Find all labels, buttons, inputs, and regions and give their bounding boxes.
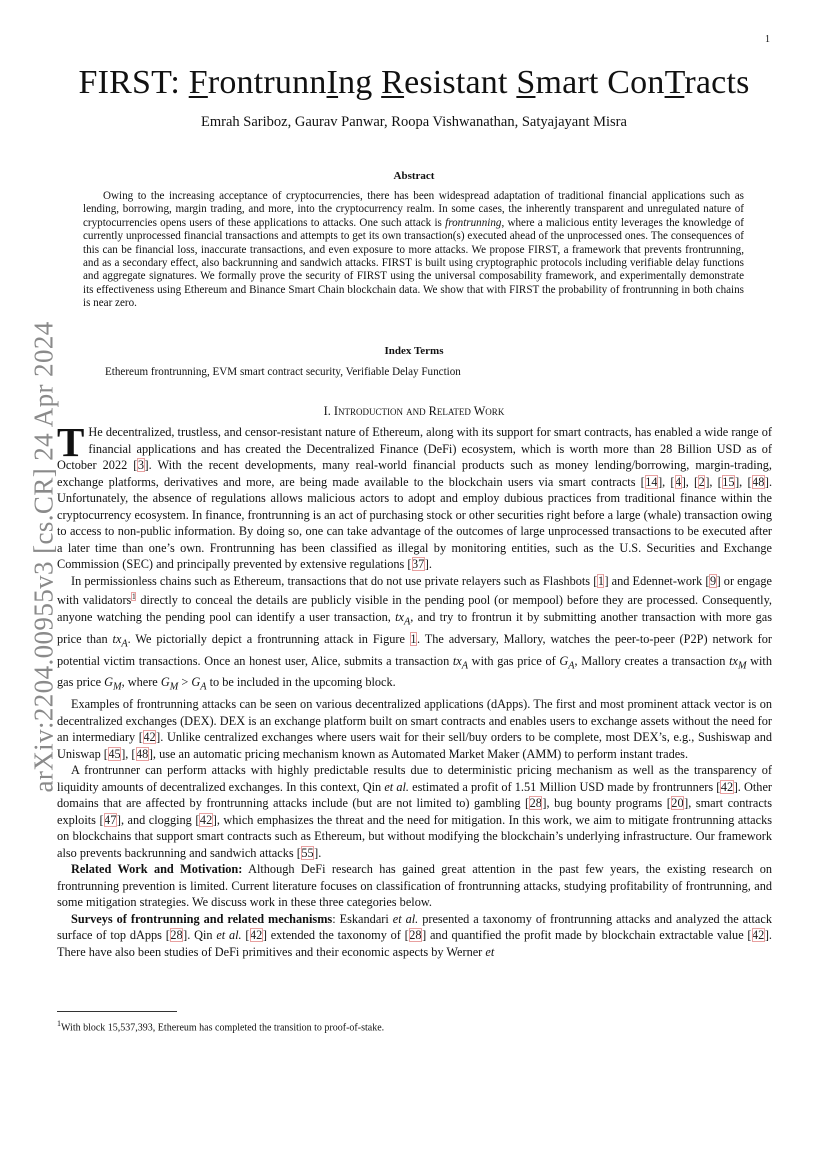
author-list: Emrah Sariboz, Gaurav Panwar, Roopa Vishwanathan, Satyajayant Misra xyxy=(201,114,627,130)
arxiv-identifier[interactable]: arXiv:2204.00955v3 [cs.CR] 24 Apr 2024 xyxy=(28,321,59,793)
paragraph: In permissionless chains such as Ethereum, transactions that do not use private relayers such as Flashbots [1] and Edennet-work [9] or engage with validators$^1$ directly to conceal the details are publicly visible in the pending pool (or mempool) before they are processed. Consequently, anyone watching the pending pool can identify a user transaction, $tx_A$, and try to frontrun it by submitting another transaction with more gas price than $tx_A$. We pictorially depict a frontrunning attack in Figure 1. The adversary, Mallory, watches the peer-to-peer (P2P) network for potential victim transactions. Once an honest user, Alice, submits a transaction $tx_A$ with gas price of $G_A$, Mallory creates a transaction $tx_M$ with gas price $G_M$, where $G_M > G_A$ to be included in the upcoming block. xyxy=(57,573,773,693)
citation-link[interactable]: 45 xyxy=(108,746,121,761)
citation-link[interactable]: 42 xyxy=(250,928,263,943)
citation-link[interactable]: 48 xyxy=(136,746,149,761)
abstract-text: Owing to the increasing acceptance of cryptocurrencies, there has been widespread adaptation of traditional financial applications such as lending, borrowing, margin trading, and more, into the cryptocurrency realm. In some cases, the inherently transparent and unregulated nature of cryptocurrencies opens users of these applications to attacks. One such attack is frontrunning, where a malicious entity leverages the knowledge of currently unprocessed financial transactions and attempts to get its own transaction(s) executed ahead of the unprocessed ones. The consequences of this can be financial loss, inaccurate transactions, and even exposure to more attacks. We propose FIRST, a framework that prevents frontrunning, and as a secondary effect, also backrunning and sandwich attacks. FIRST is built using cryptographic protocols including verifiable delay functions and aggregate signatures. We formally prove the security of FIRST using the universal composability framework, and experimentally demonstrate its effectiveness using Ethereum and Binance Smart Chain blockchain data. We show that with FIRST the probability of frontrunning in both chains is near zero. xyxy=(83,190,744,310)
citation-link[interactable]: 42 xyxy=(143,730,156,745)
citation-link[interactable]: 28 xyxy=(409,928,422,943)
abstract-heading: Abstract xyxy=(393,170,435,182)
citation-link[interactable]: 47 xyxy=(104,812,117,827)
paragraph: Related Work and Motivation: Although DeFi research has gained great attention in the past few years, the existing research on frontrunning prevention is limited. Current literature focuses on classification of frontrunning attacks, studying profitability of frontrunning, and some mitigation strategies. We discuss work in these three categories below. xyxy=(57,862,772,910)
citation-link[interactable]: 9 xyxy=(709,573,717,588)
citation-link[interactable]: 55 xyxy=(301,845,314,860)
paragraph: T He decentralized, trustless, and censor-resistant nature of Ethereum, along with its support for smart contracts, has enabled a wide range of financial applications and has created the Decentralized Finance (DeFi) ecosystem, which is worth more than 28 Billion USD as of October 2022 [3]. With the recent developments, many real-world financial products such as money lending/borrowing, margin-trading, exchange platforms, derivatives and more, are being made available to the blockchain users via smart contracts [14], [4], [2], [15], [48]. Unfortunately, the absence of regulations allows malicious actors to adopt and employ dubious practices from traditional finance within the cryptocurrency ecosystem. In finance, frontrunning is an act of purchasing stock or other securities right before a large (whale) transaction owing to access to non-public information. By doing so, one can take advantage of the outcomes of large unprocessed transactions to be executed after a later time than one’s own. Frontrunning has been classified as illegal by monitoring entities, such as the U.S. Securities and Exchange Commission (SEC) and principally prevented by extensive regulations [37]. xyxy=(57,419,773,571)
citation-link[interactable]: 2 xyxy=(698,474,705,489)
citation-link[interactable]: 14 xyxy=(645,474,658,489)
page-number: 1 xyxy=(765,34,770,45)
citation-link[interactable]: 42 xyxy=(720,779,734,794)
footnote-link[interactable]: 1 xyxy=(131,592,136,601)
footnote: $^1$With block 15,537,393, Ethereum has completed the transition to proof-of-stake. xyxy=(57,1019,385,1034)
citation-link[interactable]: 28 xyxy=(529,796,542,811)
citation-link[interactable]: 28 xyxy=(170,928,183,943)
body-text xyxy=(57,419,773,960)
citation-link[interactable]: 48 xyxy=(752,474,765,489)
index-terms-heading: Index Terms xyxy=(384,345,444,357)
paragraph: Surveys of frontrunning and related mechanisms: Eskandari et al. presented a taxonomy of frontrunning attacks and analyzed the attack surface of top dApps [28]. Qin et al. [42] extended the taxonomy of [28] and quantified the profit made by blockchain extractable value [42]. There have also been studies of DeFi primitives and their economic aspects by Werner et xyxy=(57,911,772,959)
citation-link[interactable]: 4 xyxy=(675,474,682,489)
section-heading: I. Introduction and Related Work xyxy=(323,404,505,418)
drop-cap: T xyxy=(57,419,85,465)
paragraph: Examples of frontrunning attacks can be seen on various decentralized applications (dApps). The first and most prominent attack vector is on decentralized exchanges (DEX). DEX is an exchange platform built on smart contracts and enables users to exchange assets without the need for an intermediary [42]. Unlike centralized exchanges where users wait for their sell/buy orders to be complete, most DEX’s, e.g., Sushiswap and Uniswap [45], [48], use an automatic pricing mechanism known as Automated Market Maker (AMM) to perform instant trades. xyxy=(57,697,772,761)
citation-link[interactable]: 42 xyxy=(199,812,213,827)
citation-link[interactable]: 37 xyxy=(412,557,425,571)
citation-link[interactable]: 3 xyxy=(137,458,145,472)
figure-link[interactable]: 1 xyxy=(410,631,417,646)
paragraph: A frontrunner can perform attacks with highly predictable results due to deterministic pricing mechanism as well as the transparency of liquidity amounts of decentralized exchanges. In this context, Qin et al. estimated a profit of 1.51 Million USD made by frontrunners [42]. Other domains that are affected by frontrunning attacks include (but are not limited to) gambling [28], bug bounty programs [20], smart contracts exploits [47], and clogging [42], which emphasizes the threat and the need for mitigation. In this work, we aim to mitigate frontrunning attacks on blockchains that support smart contracts such as Ethereum, but without modifying the blockchain’s underlying infrastructure. Our framework also prevents backrunning and sandwich attacks [55]. xyxy=(57,763,773,860)
paper-title: FIRST: FrontrunnIng Resistant Smart ConTracts xyxy=(78,64,750,101)
citation-link[interactable]: 1 xyxy=(597,573,604,588)
citation-link[interactable]: 15 xyxy=(722,474,735,489)
index-terms: Ethereum frontrunning, EVM smart contract security, Verifiable Delay Function xyxy=(105,366,461,378)
footnote-rule xyxy=(57,1011,177,1012)
citation-link[interactable]: 20 xyxy=(671,796,684,811)
citation-link[interactable]: 42 xyxy=(752,928,765,943)
